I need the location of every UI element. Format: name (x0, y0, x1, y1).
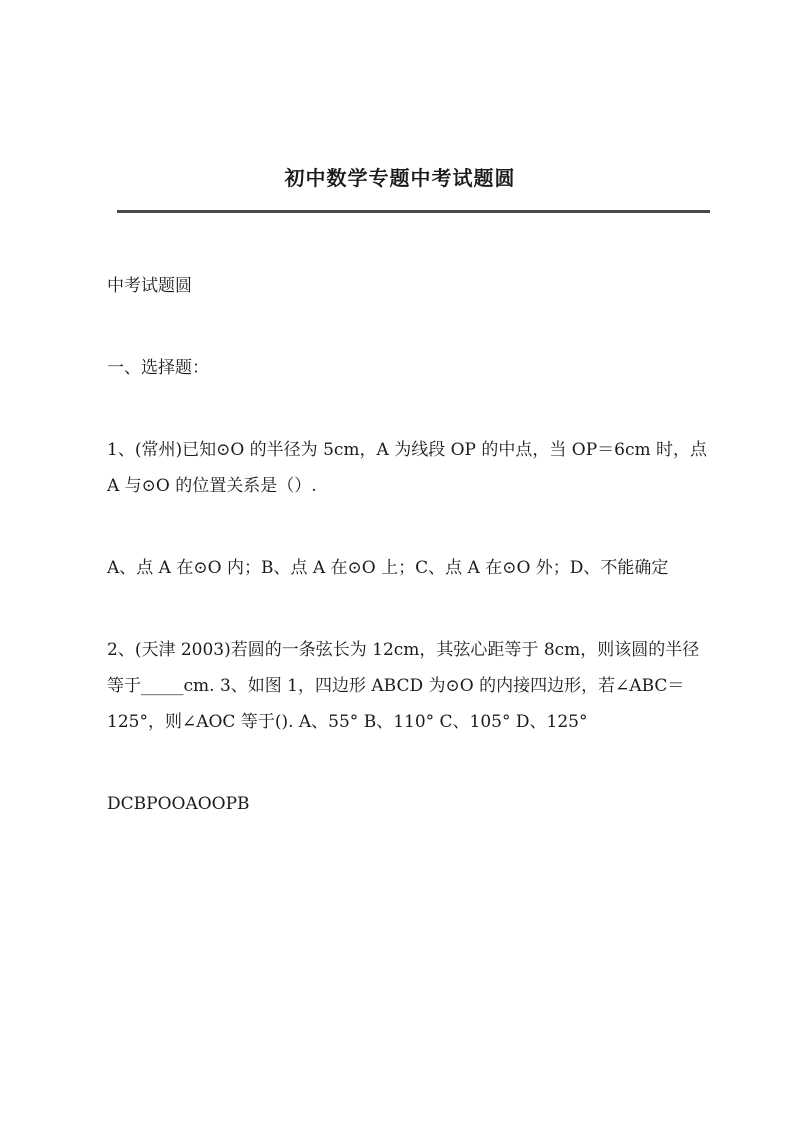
document-body (107, 268, 710, 822)
question-1: 1、(常州)已知⊙O 的半径为 5cm，A 为线段 OP 的中点，当 OP＝6cm 时，点 A 与⊙O 的位置关系是（）. (107, 440, 708, 496)
section-heading: 一、选择题： (107, 358, 209, 378)
question-1-options: A、点 A 在⊙O 内；B、点 A 在⊙O 上；C、点 A 在⊙O 外；D、不能确定 (107, 558, 669, 578)
document-title: 初中数学专题中考试题圆 (284, 166, 516, 190)
question-2: 2、(天津 2003)若圆的一条弦长为 12cm，其弦心距等于 8cm，则该圆的半径等于_____cm. 3、如图 1，四边形 ABCD 为⊙O 的内接四边形，若∠ABC＝125°，则∠AOC 等于(). A、55° B、110° C、105° D、125° (107, 640, 700, 732)
title-divider (117, 210, 710, 213)
subtitle: 中考试题圆 (107, 276, 192, 296)
figure-label: DCBPOOAOOPB (107, 794, 250, 814)
